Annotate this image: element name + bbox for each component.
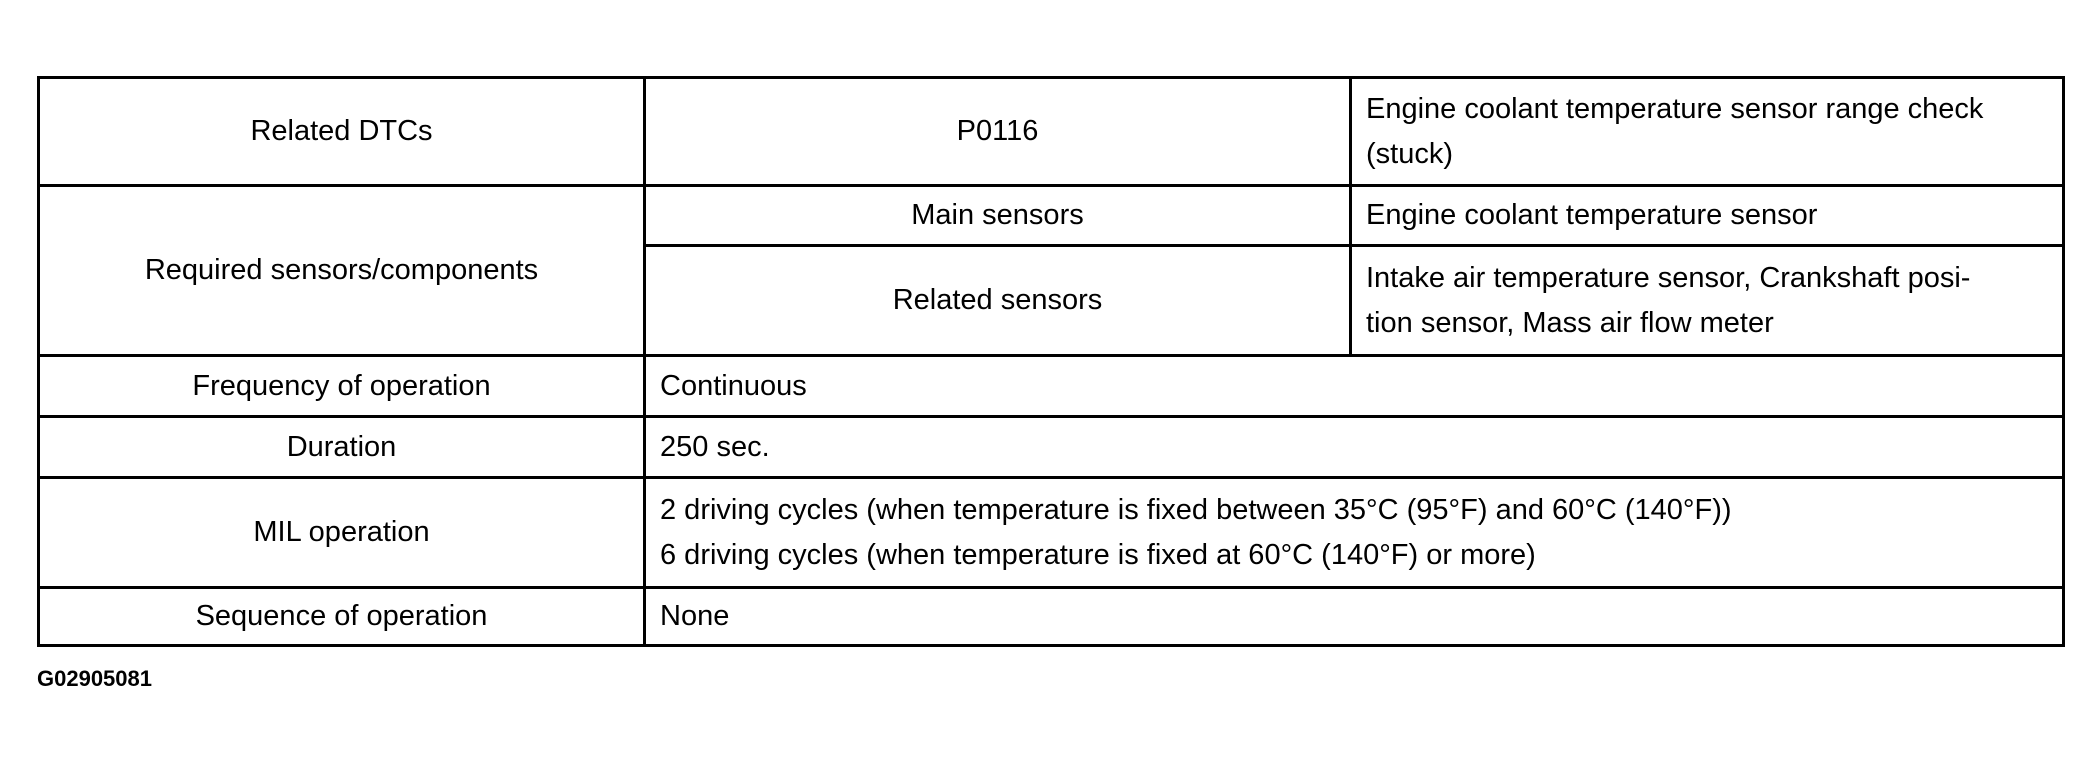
mil-operation-line-1: 2 driving cycles (when temperature is fixed between 35°C (95°F) and 60°C (140°F)) xyxy=(660,493,1732,526)
dtc-code: P0116 xyxy=(645,78,1351,186)
dtc-description: Engine coolant temperature sensor range check (stuck) xyxy=(1351,78,2064,186)
required-sensors-label: Required sensors/components xyxy=(39,186,645,356)
sequence-value: None xyxy=(645,588,2064,646)
related-sensors-label: Related sensors xyxy=(645,246,1351,356)
table-row xyxy=(39,78,2064,186)
figure-id: G02905081 xyxy=(37,666,152,691)
related-sensors-value xyxy=(1351,246,2064,356)
dtc-spec-table xyxy=(37,76,2065,647)
frequency-label: Frequency of operation xyxy=(39,356,645,417)
main-sensors-label: Main sensors xyxy=(645,186,1351,246)
table-row xyxy=(39,356,2064,417)
mil-operation-label: MIL operation xyxy=(39,478,645,588)
mil-operation-value xyxy=(645,478,2064,588)
related-sensors-line-2: tion sensor, Mass air flow meter xyxy=(1366,306,1774,339)
related-dtcs-label: Related DTCs xyxy=(39,78,645,186)
related-sensors-line-1: Intake air temperature sensor, Crankshaft posi- xyxy=(1366,261,1971,294)
duration-value: 250 sec. xyxy=(645,417,2064,478)
table-row xyxy=(39,186,2064,246)
table-row xyxy=(39,588,2064,646)
mil-operation-line-2: 6 driving cycles (when temperature is fixed at 60°C (140°F) or more) xyxy=(660,538,1536,571)
duration-label: Duration xyxy=(39,417,645,478)
table-row xyxy=(39,417,2064,478)
frequency-value: Continuous xyxy=(645,356,2064,417)
sequence-label: Sequence of operation xyxy=(39,588,645,646)
main-sensors-value: Engine coolant temperature sensor xyxy=(1351,186,2064,246)
table-row xyxy=(39,478,2064,588)
